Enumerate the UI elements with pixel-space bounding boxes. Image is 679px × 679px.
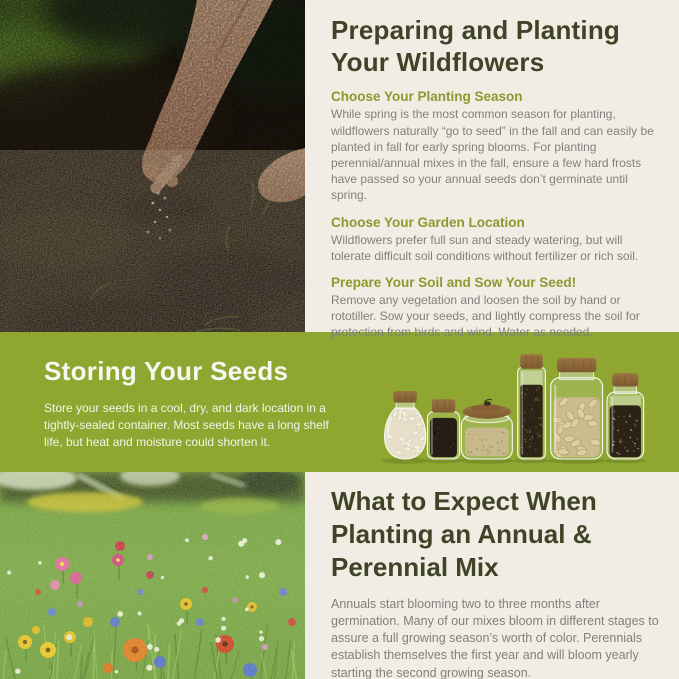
jar-sandy-seeds (461, 399, 512, 459)
photo-seed-jars (352, 332, 679, 472)
storing-text (0, 332, 352, 472)
sowing-photo-illustration (0, 0, 305, 332)
body-garden-location: Wildflowers prefer full sun and steady watering, but will tolerate difficult soil conditions without fertilizer or rich soil. (331, 232, 639, 263)
subhead-garden-location: Choose Your Garden Location (331, 214, 525, 230)
block-garden-location (331, 215, 659, 264)
seed-jars-illustration (381, 349, 649, 467)
jar-dark-striped-seeds (607, 373, 644, 459)
block-prepare-soil (331, 275, 659, 341)
jar-pumpkin-seeds (551, 358, 603, 460)
section-storing (0, 332, 679, 472)
photo-wildflower-meadow (0, 472, 305, 679)
body-expect: Annuals start blooming two to three months after germination. Many of our mixes bloom in different stages to assure a full growing season’s worth of color. Perennials establish themselves the first year and will bloom yearly starting the second growing season. (331, 597, 659, 679)
panel-preparing (305, 0, 679, 340)
section-title-storing: Storing Your Seeds (44, 356, 289, 386)
block-planting-season (331, 89, 659, 203)
section-title-preparing: Preparing and Planting Your Wildflowers (331, 15, 620, 77)
jar-shadows (382, 458, 646, 464)
panel-expect (305, 472, 679, 679)
section-expect (0, 472, 679, 679)
section-title-expect: What to Expect When Planting an Annual & Perennial Mix (331, 486, 597, 583)
body-storing: Store your seeds in a cool, dry, and dark location in a tightly-sealed container. Most seeds have a long shelf life, but heat and moisture could shorten it. (44, 401, 329, 450)
body-planting-season: While spring is the most common season for planting, wildflowers naturally “go to seed” in the fall and can easily be planted in fall for early spring blooms. For planting perennial/annual mixes in the fall, ensure a few hard frosts have passed so your annual seeds don’t germinate until spring. (331, 107, 654, 203)
jar-dark-small (427, 399, 459, 459)
jar-white-beans (385, 391, 427, 459)
body-prepare-soil: Remove any vegetation and loosen the soil by hand or rototiller. Sow your seeds, and lightly compress the soil for protection from birds and wind. Water as needed. (331, 292, 640, 340)
subhead-planting-season: Choose Your Planting Season (331, 89, 523, 105)
photo-sowing-seeds (0, 0, 305, 332)
subhead-prepare-soil: Prepare Your Soil and Sow Your Seed! (331, 274, 577, 290)
jar-tall-cylinder (518, 354, 546, 459)
meadow-illustration (0, 472, 305, 679)
